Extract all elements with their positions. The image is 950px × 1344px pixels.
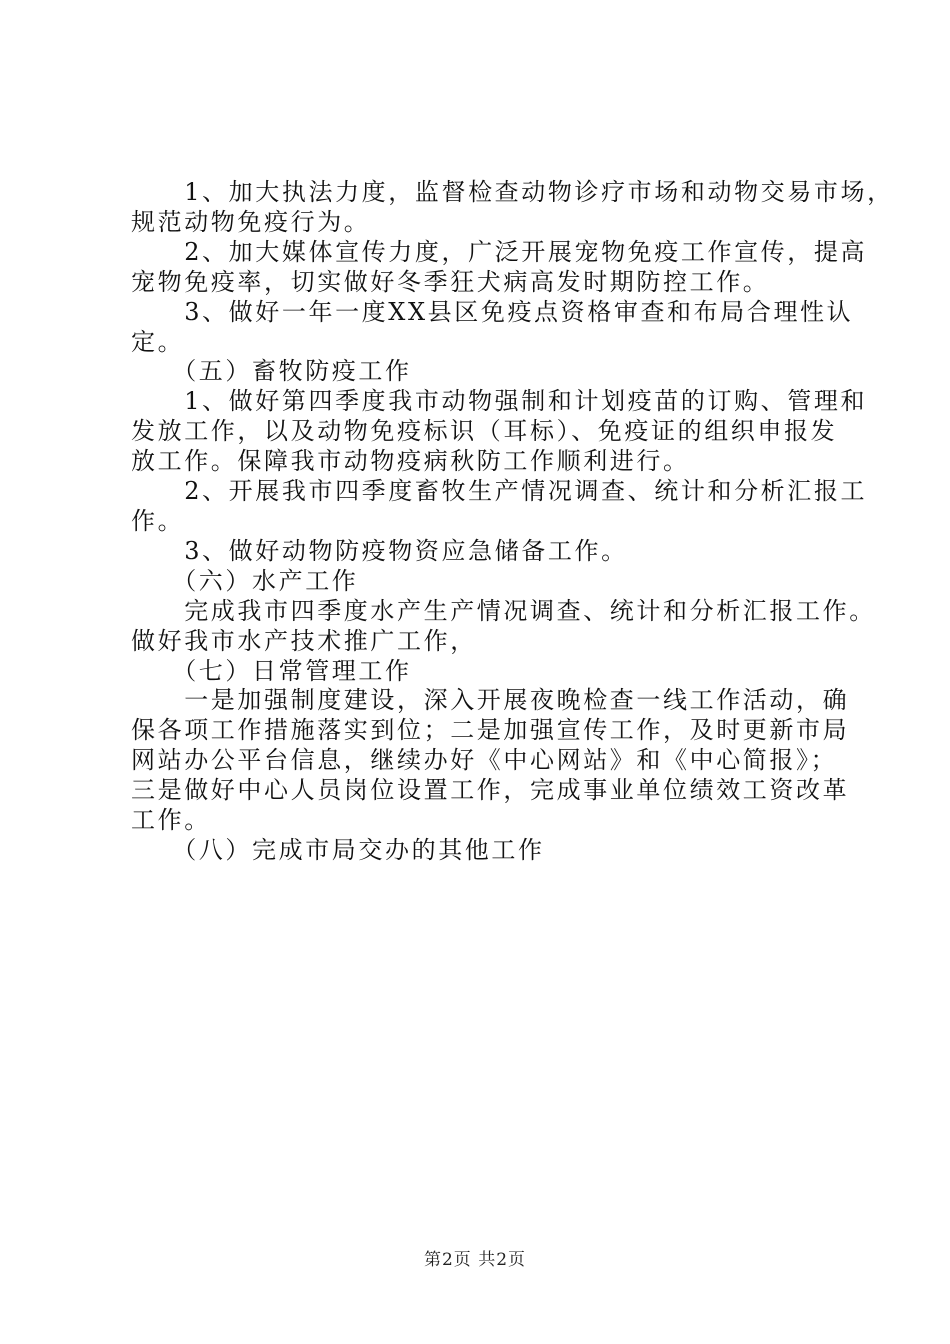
- section-heading: （七）日常管理工作: [131, 656, 412, 685]
- document-body: [131, 178, 894, 866]
- section-heading: （八）完成市局交办的其他工作: [131, 835, 545, 864]
- text-line: 3、做好一年一度XX县区免疫点资格审查和布局合理性认: [131, 297, 854, 326]
- text-line: 规范动物免疫行为。: [131, 207, 371, 236]
- text-line: 2、开展我市四季度畜牧生产情况调查、统计和分析汇报工: [131, 477, 868, 506]
- text-line: 放工作。保障我市动物疫病秋防工作顺利进行。: [131, 447, 690, 476]
- text-line: 宠物免疫率，切实做好冬季狂犬病高发时期防控工作。: [131, 267, 770, 296]
- section-heading: （六）水产工作: [131, 566, 359, 595]
- page-number-footer: 第2页 共2页: [423, 1250, 527, 1270]
- text-line: 三是做好中心人员岗位设置工作，完成事业单位绩效工资改革: [131, 776, 850, 805]
- text-line: 1、加大执法力度，监督检查动物诊疗市场和动物交易市场，: [131, 178, 894, 206]
- text-line: 3、做好动物防疫物资应急储备工作。: [131, 536, 628, 565]
- text-line: 一是加强制度建设，深入开展夜晚检查一线工作活动，确: [131, 686, 850, 715]
- text-line: 保各项工作措施落实到位；二是加强宣传工作，及时更新市局: [131, 716, 850, 745]
- text-line: 做好我市水产技术推广工作，: [131, 626, 477, 655]
- text-line: 发放工作，以及动物免疫标识（耳标）、免疫证的组织申报发: [131, 417, 838, 446]
- text-line: 网站办公平台信息，继续办好《中心网站》和《中心简报》；: [131, 746, 838, 775]
- text-line: 完成我市四季度水产生产情况调查、统计和分析汇报工作。: [131, 596, 876, 625]
- text-line: 工作。: [131, 806, 211, 835]
- text-line: 2、加大媒体宣传力度，广泛开展宠物免疫工作宣传，提高: [131, 237, 868, 266]
- text-line: 作。: [131, 506, 185, 535]
- section-heading: （五）畜牧防疫工作: [131, 357, 412, 386]
- text-line: 1、做好第四季度我市动物强制和计划疫苗的订购、管理和: [131, 387, 868, 416]
- text-line: 定。: [131, 327, 185, 356]
